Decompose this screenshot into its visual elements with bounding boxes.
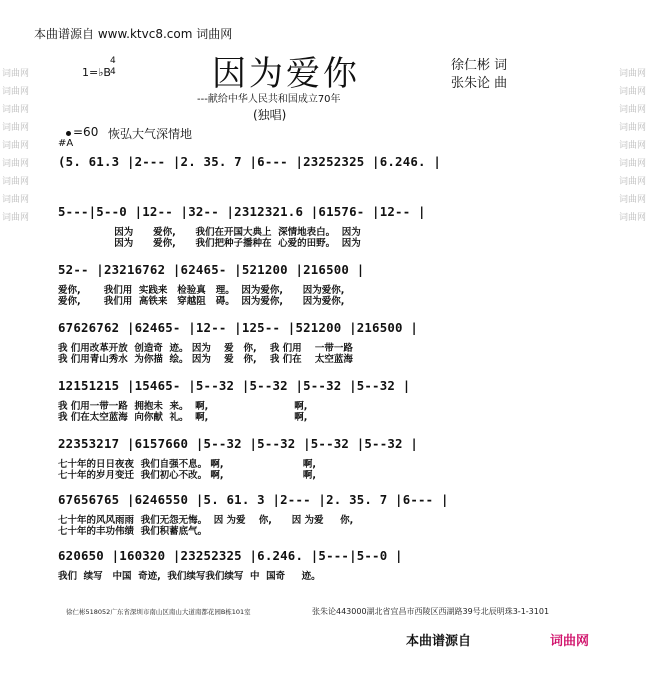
notation-row: 620650 |160320 |23252325 |6.246. |5---|5--0 | bbox=[58, 548, 403, 563]
lyrics-line: 我 们在太空蓝海 向你献 礼。 啊, 啊, bbox=[58, 412, 308, 423]
lyrics-line: 七十年的丰功伟绩 我们积蓄底气。 bbox=[58, 526, 208, 537]
lyricist-credit: 徐仁彬 词 bbox=[451, 58, 508, 73]
quarter-note-icon bbox=[66, 131, 71, 136]
notation-row: 12151215 |15465- |5--32 |5--32 |5--32 |5--32 | bbox=[58, 378, 411, 393]
composer-contact: 张朱论443000湖北省宜昌市西陵区西湖路39号北辰明珠3-1-3101 bbox=[312, 607, 550, 616]
lyrics-line: 我 们用青山秀水 为你描 绘。 因为 爱 你, 我 们在 太空蓝海 bbox=[58, 354, 353, 365]
lyrics-line: 七十年的日日夜夜 我们自强不息。 啊, 啊, bbox=[58, 459, 317, 470]
notation-row: 67656765 |6246550 |5. 61. 3 |2--- |2. 35. 7 |6--- | bbox=[58, 492, 449, 507]
key-mark: #A bbox=[58, 138, 74, 149]
lyrics-line: 爱你, 我们用 实践来 检验真 理。 因为爱你, 因为爱你, bbox=[58, 285, 345, 296]
performance-mode: (独唱) bbox=[253, 108, 287, 122]
notation-row: (5. 61.3 |2--- |2. 35. 7 |6--- |23252325 |6.246. | bbox=[58, 154, 441, 169]
notation-row: 5---|5--0 |12-- |32-- |2312321.6 |61576- |12-- | bbox=[58, 204, 426, 219]
lyrics-line: 我们 续写 中国 奇迹, 我们续写我们续写 中 国奇 迹。 bbox=[58, 571, 321, 582]
footer-site-label: 词曲网 bbox=[550, 634, 590, 649]
time-signature bbox=[110, 56, 116, 78]
side-watermark-right: 词曲网 词曲网 词曲网 词曲网 词曲网 词曲网 词曲网 词曲网 词曲网 bbox=[619, 69, 646, 223]
tempo-marking bbox=[66, 125, 98, 139]
lyrics-line: 七十年的岁月变迁 我们初心不改。 啊, 啊, bbox=[58, 470, 317, 481]
lyrics-line: 七十年的风风雨雨 我们无怨无悔。 因 为爱 你, 因 为爱 你, bbox=[58, 515, 354, 526]
lyrics-line: 我 们用一带一路 拥抱未 来。 啊, 啊, bbox=[58, 401, 308, 412]
lyrics-line: 因为 爱你, 我们把种子播种在 心爱的田野。 因为 bbox=[58, 238, 361, 249]
song-title: 因为爱你 bbox=[212, 54, 360, 94]
lyrics-line: 我 们用改革开放 创造奇 迹。 因为 爱 你, 我 们用 一带一路 bbox=[58, 343, 353, 354]
time-signature-top: 4 bbox=[110, 56, 116, 66]
source-line: 本曲谱源自 www.ktvc8.com 词曲网 bbox=[34, 27, 233, 41]
tempo-value: =60 bbox=[73, 125, 99, 139]
time-signature-bottom: 4 bbox=[110, 67, 116, 77]
composer-credit: 张朱论 曲 bbox=[451, 76, 508, 91]
notation-row: 52-- |23216762 |62465- |521200 |216500 | bbox=[58, 262, 365, 277]
key-signature: 1=♭B bbox=[82, 66, 111, 79]
footer-source-label: 本曲谱源自 bbox=[406, 634, 472, 649]
side-watermark-left: 词曲网 词曲网 词曲网 词曲网 词曲网 词曲网 词曲网 词曲网 词曲网 bbox=[2, 69, 30, 223]
lyrics-line: 爱你, 我们用 高铁来 穿越阻 碍。 因为爱你, 因为爱你, bbox=[58, 296, 345, 307]
lyricist-contact: 徐仁彬518052广东省深圳市南山区南山大道南都花园B栋101室 bbox=[66, 608, 251, 616]
expression-marking: 恢弘大气深情地 bbox=[108, 127, 193, 141]
lyrics-line: 因为 爱你, 我们在开国大典上 深情地表白。 因为 bbox=[58, 227, 361, 238]
notation-row: 67626762 |62465- |12-- |125-- |521200 |216500 | bbox=[58, 320, 419, 335]
notation-row: 22353217 |6157660 |5--32 |5--32 |5--32 |5--32 | bbox=[58, 436, 419, 451]
song-subtitle: ---献给中华人民共和国成立70年 bbox=[197, 94, 341, 105]
